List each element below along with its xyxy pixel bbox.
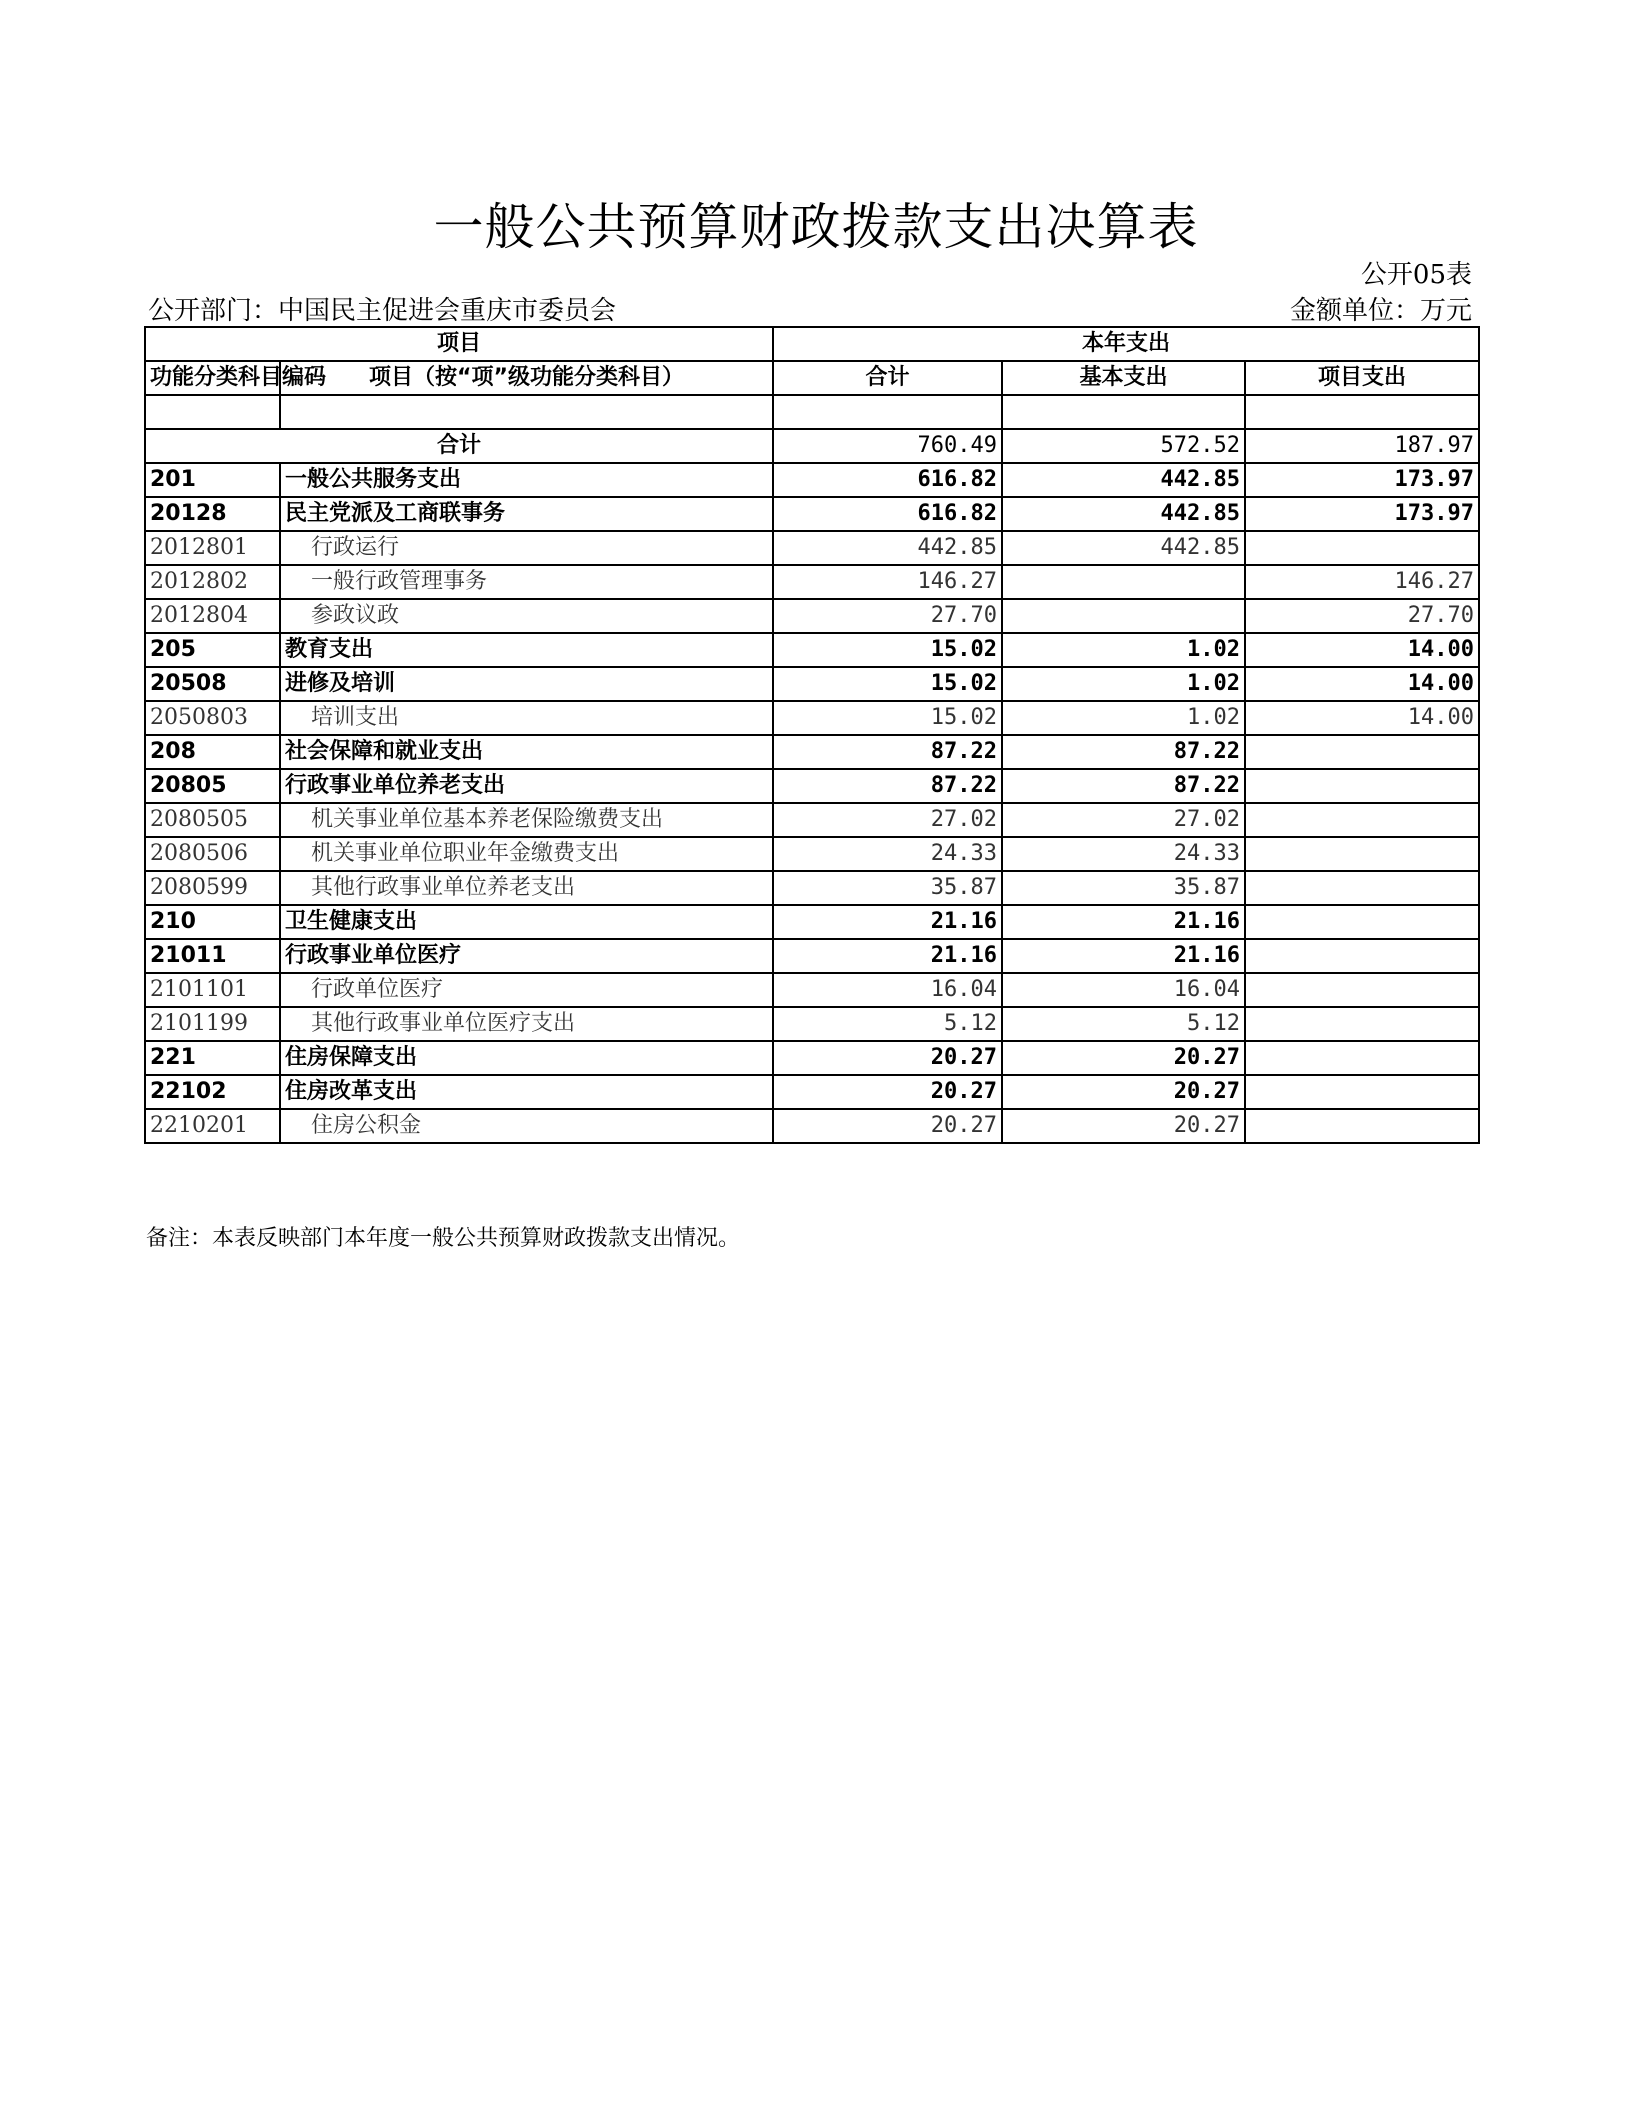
basic-cell bbox=[1002, 599, 1245, 633]
name-cell: 机关事业单位职业年金缴费支出 bbox=[280, 837, 773, 871]
code-cell: 221 bbox=[145, 1041, 280, 1075]
name-cell: 教育支出 bbox=[280, 633, 773, 667]
code-cell: 20508 bbox=[145, 667, 280, 701]
code-cell: 2012802 bbox=[145, 565, 280, 599]
total-label: 合计 bbox=[145, 429, 773, 463]
basic-cell: 24.33 bbox=[1002, 837, 1245, 871]
basic-cell: 442.85 bbox=[1002, 463, 1245, 497]
basic-cell: 442.85 bbox=[1002, 531, 1245, 565]
table-row bbox=[145, 565, 1479, 599]
name-cell: 行政事业单位养老支出 bbox=[280, 769, 773, 803]
basic-cell: 442.85 bbox=[1002, 497, 1245, 531]
basic-cell: 1.02 bbox=[1002, 667, 1245, 701]
name-cell: 机关事业单位基本养老保险缴费支出 bbox=[280, 803, 773, 837]
total-cell: 616.82 bbox=[773, 497, 1002, 531]
table-row bbox=[145, 1041, 1479, 1075]
code-cell: 2080506 bbox=[145, 837, 280, 871]
table-row bbox=[145, 939, 1479, 973]
header-spacer-row bbox=[145, 395, 1479, 429]
code-cell: 2101101 bbox=[145, 973, 280, 1007]
code-cell: 2080505 bbox=[145, 803, 280, 837]
table-row bbox=[145, 1109, 1479, 1143]
table-row bbox=[145, 1007, 1479, 1041]
code-cell: 20805 bbox=[145, 769, 280, 803]
project-cell: 146.27 bbox=[1245, 565, 1479, 599]
total-cell: 442.85 bbox=[773, 531, 1002, 565]
name-cell: 卫生健康支出 bbox=[280, 905, 773, 939]
header-group-spend: 本年支出 bbox=[773, 327, 1479, 361]
project-cell: 173.97 bbox=[1245, 463, 1479, 497]
project-cell: 14.00 bbox=[1245, 667, 1479, 701]
table-row bbox=[145, 905, 1479, 939]
table-row bbox=[145, 871, 1479, 905]
basic-cell: 5.12 bbox=[1002, 1007, 1245, 1041]
basic-cell bbox=[1002, 565, 1245, 599]
name-cell: 一般行政管理事务 bbox=[280, 565, 773, 599]
table-row bbox=[145, 497, 1479, 531]
total-basic-cell: 572.52 bbox=[1002, 429, 1245, 463]
code-cell: 2101199 bbox=[145, 1007, 280, 1041]
project-cell bbox=[1245, 1075, 1479, 1109]
header-code: 功能分类科目编码 bbox=[145, 361, 280, 395]
code-cell: 22102 bbox=[145, 1075, 280, 1109]
total-cell: 21.16 bbox=[773, 905, 1002, 939]
code-cell: 21011 bbox=[145, 939, 280, 973]
total-cell: 15.02 bbox=[773, 701, 1002, 735]
project-cell bbox=[1245, 871, 1479, 905]
name-cell: 住房改革支出 bbox=[280, 1075, 773, 1109]
basic-cell: 20.27 bbox=[1002, 1075, 1245, 1109]
header-total: 合计 bbox=[773, 361, 1002, 395]
total-cell: 27.02 bbox=[773, 803, 1002, 837]
name-cell: 住房公积金 bbox=[280, 1109, 773, 1143]
basic-cell: 21.16 bbox=[1002, 939, 1245, 973]
name-cell: 行政运行 bbox=[280, 531, 773, 565]
name-cell: 行政事业单位医疗 bbox=[280, 939, 773, 973]
code-cell: 2050803 bbox=[145, 701, 280, 735]
total-cell: 87.22 bbox=[773, 769, 1002, 803]
table-row bbox=[145, 599, 1479, 633]
total-cell: 15.02 bbox=[773, 633, 1002, 667]
project-cell: 14.00 bbox=[1245, 633, 1479, 667]
total-cell: 16.04 bbox=[773, 973, 1002, 1007]
basic-cell: 21.16 bbox=[1002, 905, 1245, 939]
table-row bbox=[145, 1075, 1479, 1109]
page-title: 一般公共预算财政拨款支出决算表 bbox=[433, 198, 1199, 256]
header-basic: 基本支出 bbox=[1002, 361, 1245, 395]
project-cell bbox=[1245, 531, 1479, 565]
total-cell: 616.82 bbox=[773, 463, 1002, 497]
project-cell bbox=[1245, 735, 1479, 769]
basic-cell: 87.22 bbox=[1002, 735, 1245, 769]
project-cell bbox=[1245, 939, 1479, 973]
name-cell: 其他行政事业单位养老支出 bbox=[280, 871, 773, 905]
total-sum-cell: 760.49 bbox=[773, 429, 1002, 463]
project-cell: 14.00 bbox=[1245, 701, 1479, 735]
code-cell: 2080599 bbox=[145, 871, 280, 905]
total-cell: 87.22 bbox=[773, 735, 1002, 769]
total-cell: 20.27 bbox=[773, 1075, 1002, 1109]
basic-cell: 27.02 bbox=[1002, 803, 1245, 837]
header-name: 项目（按“项”级功能分类科目） bbox=[280, 361, 773, 395]
total-cell: 15.02 bbox=[773, 667, 1002, 701]
basic-cell: 20.27 bbox=[1002, 1109, 1245, 1143]
code-cell: 20128 bbox=[145, 497, 280, 531]
name-cell: 其他行政事业单位医疗支出 bbox=[280, 1007, 773, 1041]
basic-cell: 16.04 bbox=[1002, 973, 1245, 1007]
total-cell: 20.27 bbox=[773, 1041, 1002, 1075]
name-cell: 培训支出 bbox=[280, 701, 773, 735]
total-cell: 35.87 bbox=[773, 871, 1002, 905]
code-cell: 2012801 bbox=[145, 531, 280, 565]
project-cell bbox=[1245, 769, 1479, 803]
table-row bbox=[145, 769, 1479, 803]
code-cell: 2210201 bbox=[145, 1109, 280, 1143]
table-row bbox=[145, 633, 1479, 667]
header-group-item: 项目 bbox=[145, 327, 773, 361]
table-row bbox=[145, 667, 1479, 701]
total-row bbox=[145, 429, 1479, 463]
code-cell: 2012804 bbox=[145, 599, 280, 633]
name-cell: 民主党派及工商联事务 bbox=[280, 497, 773, 531]
code-cell: 205 bbox=[145, 633, 280, 667]
table-row bbox=[145, 803, 1479, 837]
total-cell: 5.12 bbox=[773, 1007, 1002, 1041]
basic-cell: 1.02 bbox=[1002, 633, 1245, 667]
basic-cell: 87.22 bbox=[1002, 769, 1245, 803]
department-label: 公开部门：中国民主促进会重庆市委员会 bbox=[148, 296, 617, 326]
code-cell: 210 bbox=[145, 905, 280, 939]
name-cell: 行政单位医疗 bbox=[280, 973, 773, 1007]
header-project: 项目支出 bbox=[1245, 361, 1479, 395]
table-row bbox=[145, 735, 1479, 769]
project-cell bbox=[1245, 905, 1479, 939]
table-row bbox=[145, 837, 1479, 871]
expenditure-table bbox=[144, 326, 1480, 1144]
project-cell: 173.97 bbox=[1245, 497, 1479, 531]
table-row bbox=[145, 701, 1479, 735]
code-cell: 208 bbox=[145, 735, 280, 769]
total-cell: 24.33 bbox=[773, 837, 1002, 871]
basic-cell: 35.87 bbox=[1002, 871, 1245, 905]
basic-cell: 1.02 bbox=[1002, 701, 1245, 735]
name-cell: 进修及培训 bbox=[280, 667, 773, 701]
total-project-cell: 187.97 bbox=[1245, 429, 1479, 463]
project-cell: 27.70 bbox=[1245, 599, 1479, 633]
project-cell bbox=[1245, 1109, 1479, 1143]
project-cell bbox=[1245, 1041, 1479, 1075]
form-number: 公开05表 bbox=[1360, 260, 1472, 290]
footnote: 备注：本表反映部门本年度一般公共预算财政拨款支出情况。 bbox=[146, 1226, 741, 1251]
code-cell: 201 bbox=[145, 463, 280, 497]
table-row bbox=[145, 463, 1479, 497]
basic-cell: 20.27 bbox=[1002, 1041, 1245, 1075]
name-cell: 社会保障和就业支出 bbox=[280, 735, 773, 769]
table-row bbox=[145, 973, 1479, 1007]
project-cell bbox=[1245, 837, 1479, 871]
project-cell bbox=[1245, 803, 1479, 837]
table-row bbox=[145, 531, 1479, 565]
unit-label: 金额单位：万元 bbox=[1289, 296, 1472, 326]
name-cell: 住房保障支出 bbox=[280, 1041, 773, 1075]
total-cell: 146.27 bbox=[773, 565, 1002, 599]
name-cell: 参政议政 bbox=[280, 599, 773, 633]
project-cell bbox=[1245, 973, 1479, 1007]
total-cell: 21.16 bbox=[773, 939, 1002, 973]
total-cell: 27.70 bbox=[773, 599, 1002, 633]
name-cell: 一般公共服务支出 bbox=[280, 463, 773, 497]
total-cell: 20.27 bbox=[773, 1109, 1002, 1143]
project-cell bbox=[1245, 1007, 1479, 1041]
